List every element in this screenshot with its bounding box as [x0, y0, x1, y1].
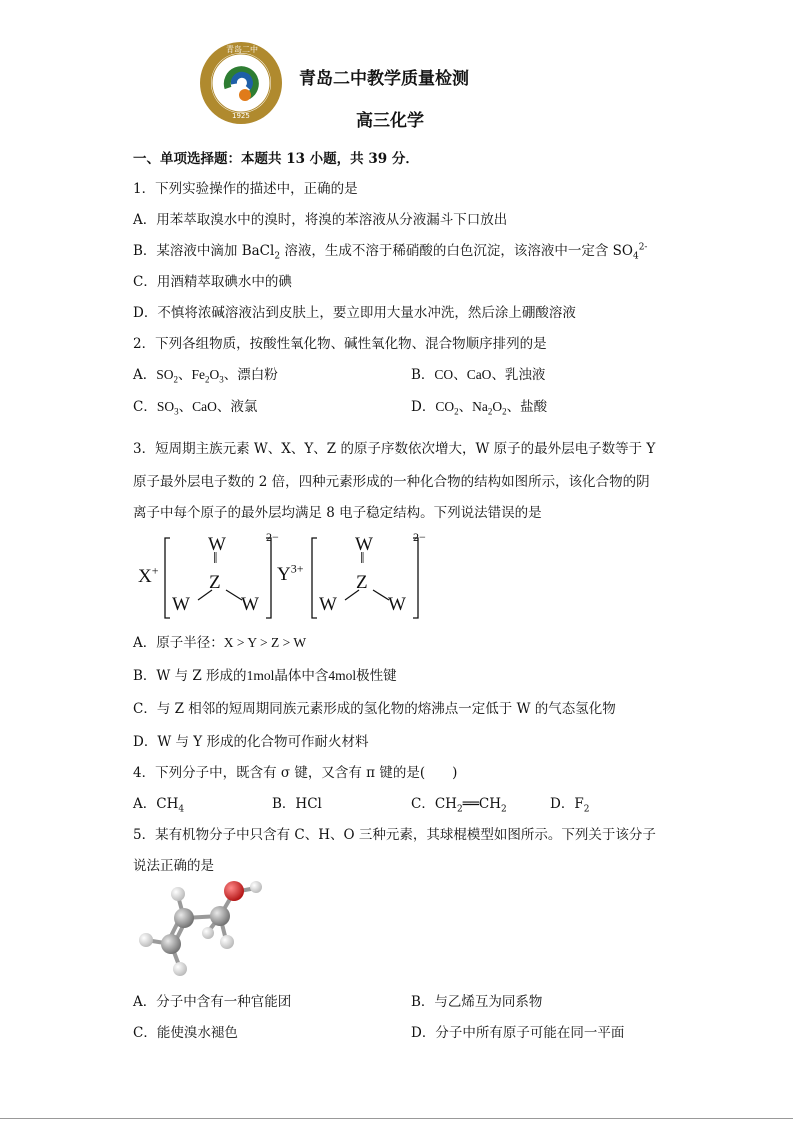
ball-and-stick-model — [128, 876, 268, 980]
q4-option-b: B．HCl — [272, 796, 322, 812]
q2-a-tail: 、漂白粉 — [223, 367, 278, 383]
q3-b-mol2: 4mol — [328, 668, 357, 683]
q3-structure-figure — [134, 530, 434, 622]
anion2-double-bond: ‖ — [360, 550, 365, 567]
atom-h2 — [139, 933, 153, 947]
atom-h4 — [220, 935, 234, 949]
q2-option-b: B．CO、CaO、乳浊液 — [411, 367, 546, 383]
q2-c-formula1: $SO_3$ — [156, 399, 179, 417]
atom-h-oh — [250, 881, 262, 893]
anion1-w-left: W — [172, 594, 190, 615]
logo-top-text: 青岛二中 — [226, 45, 258, 54]
anion2-charge: 2− — [413, 530, 426, 544]
q1-b-mid: 溶液，生成不溶于稀硝酸的白色沉淀，该溶液中一定含 SO — [280, 243, 633, 259]
q3-a-formula: X > Y > Z > W — [223, 635, 307, 650]
q1-option-d: D．不慎将浓碱溶液沾到皮肤上，要立即用大量水冲洗，然后涂上硼酸溶液 — [133, 305, 576, 321]
q3-line1: 3．短周期主族元素 W、X、Y、Z 的原子序数依次增大，W 原子的最外层电子数等于 Y — [133, 441, 656, 457]
q2-option-d: D．$CO_2$、$Na_2O_2$、盐酸 — [411, 399, 548, 417]
q5-option-c: C．能使溴水褪色 — [133, 1025, 238, 1041]
q3-option-d: D．W 与 Y 形成的化合物可作耐火材料 — [133, 734, 369, 750]
page-subtitle: 高三化学 — [356, 111, 424, 131]
atom-h1 — [171, 887, 185, 901]
q5-line1: 5．某有机物分子中只含有 C、H、O 三种元素，其球棍模型如图所示。下列关于该分子 — [133, 827, 656, 843]
anion1-w-right: W — [241, 594, 259, 615]
q2-b-formula1: CO — [434, 367, 454, 382]
q1-b-pre: B．某溶液中滴加 BaCl — [133, 243, 275, 259]
q5-option-d: D．分子中所有原子可能在同一平面 — [411, 1025, 625, 1041]
anion1-charge: 2− — [266, 530, 279, 544]
atom-h3 — [173, 962, 187, 976]
cation-x: X+ — [138, 563, 159, 587]
q1-option-a: A．用苯萃取溴水中的溴时，将溴的苯溶液从分液漏斗下口放出 — [133, 212, 508, 228]
logo-year: 1925 — [232, 112, 250, 120]
q1-b-sup: 2- — [638, 242, 648, 253]
q2-option-a: A．$SO_2$、$Fe_2O_3$、漂白粉 — [133, 367, 278, 385]
anion2-z: Z — [356, 572, 368, 593]
q2-option-c: C．$SO_3$、CaO、液氯 — [133, 399, 258, 417]
page-title: 青岛二中教学质量检测 — [299, 69, 469, 89]
q1-stem: 1．下列实验操作的描述中，正确的是 — [133, 181, 358, 197]
anion1-z: Z — [209, 572, 221, 593]
q3-option-c: C．与 Z 相邻的短周期同族元素形成的氢化物的熔沸点一定低于 W 的气态氢化物 — [133, 701, 616, 717]
q5-option-b: B．与乙烯互为同系物 — [411, 994, 543, 1010]
q4-stem: 4．下列分子中，既含有 σ 键，又含有 π 键的是( ) — [133, 765, 458, 781]
school-logo — [198, 40, 284, 126]
q4-option-a: A．$CH_4$ — [133, 796, 185, 815]
anion1-double-bond: ‖ — [213, 550, 218, 567]
q2-a-label: A． — [133, 367, 157, 383]
atom-o — [224, 881, 244, 901]
anion2-w-top: W — [355, 534, 373, 555]
q4-option-d: D．$F_2$ — [550, 796, 590, 815]
q2-d-formula1: $CO_2$ — [435, 399, 459, 417]
q3-b-mol1: 1mol — [246, 668, 275, 683]
q5-line2: 说法正确的是 — [133, 858, 214, 874]
q2-stem: 2．下列各组物质，按酸性氧化物、碱性氧化物、混合物顺序排列的是 — [133, 336, 547, 352]
anion2-w-left: W — [319, 594, 337, 615]
atom-c1 — [174, 908, 194, 928]
atom-c3 — [210, 906, 230, 926]
q3-option-a: A．原子半径：X > Y > Z > W — [133, 635, 307, 651]
page-bottom-rule — [0, 1118, 793, 1119]
anion1-w-top: W — [208, 534, 226, 555]
q2-c-formula2: CaO — [192, 399, 217, 414]
q3-line3: 离子中每个原子的最外层均满足 8 电子稳定结构。下列说法错误的是 — [133, 505, 542, 521]
atom-h5 — [202, 927, 214, 939]
q3-line2: 原子最外层电子数的 2 倍，四种元素形成的一种化合物的结构如图所示，该化合物的阴 — [133, 474, 650, 490]
q5-option-a: A．分子中含有一种官能团 — [133, 994, 292, 1010]
anion2-w-right: W — [388, 594, 406, 615]
q1-b-sub2: 4 — [632, 251, 639, 262]
q4-option-c: C．$CH_2══CH_2$ — [411, 796, 507, 815]
q1-b-sub: 2 — [274, 251, 281, 262]
q2-a-formula1: $SO_2$ — [156, 367, 179, 385]
q3-option-b: B．W 与 Z 形成的1mol晶体中含4mol极性键 — [133, 668, 397, 684]
q2-a-formula2: $Fe_2O_3$ — [191, 367, 224, 385]
q2-d-formula2: $Na_2O_2$ — [472, 399, 507, 417]
q2-b-formula2: CaO — [466, 367, 492, 382]
cation-y: $Y^{3+}$ — [277, 561, 304, 585]
q1-option-c: C．用酒精萃取碘水中的碘 — [133, 274, 292, 290]
atom-c2 — [161, 934, 181, 954]
q1-option-b — [133, 242, 647, 260]
section-heading: 一、单项选择题：本题共 13 小题，共 39 分． — [133, 151, 419, 167]
